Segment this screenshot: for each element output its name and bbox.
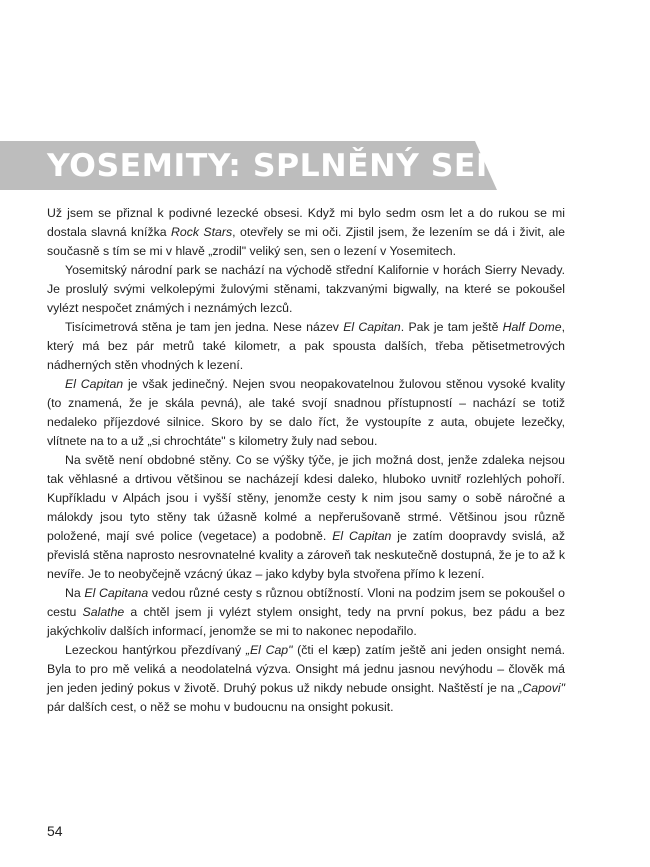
paragraph-text: (čti el kæp) zatím ještě ani jeden onsight nemá. Byla to pro mě veliká a neodolatelná výzva. Onsight má jednu jasnou nevýhodu – člověk má jen jeden jediný pokus v životě. Druhý pokus už nikdy nebude onsight. Naštěstí je na: [47, 643, 566, 695]
book-title-rock-stars: Rock Stars: [171, 225, 233, 239]
paragraph-text: , který má bez pár metrů také kilometr, a pak spousta dalších, třeba pětisetmetrových nádherných stěn vhodných k lezení.: [47, 320, 565, 372]
paragraph-text: Na: [65, 586, 85, 600]
paragraph: [47, 641, 565, 717]
paragraph-text: Yosemitský národní park se nachází na východě střední Kalifornie v horách Sierry Nevady. Je proslulý svými velkolepými žulovými stěnami, takzvanými bigwally, na které se pokoušel vylézt nespočet známých i neznámých lezců.: [47, 263, 565, 315]
paragraph-text: Už jsem se přiznal k podivné lezecké obsesi. Když mi bylo sedm osm let a do rukou se mi dostala slavná knížka: [47, 206, 565, 239]
nickname-capovi: „Capovi": [518, 681, 565, 695]
paragraph-text: Na světě není obdobné stěny. Co se výšky týče, je jich možná dost, jenže zdaleka nejsou tak věhlasné a drtivou většinou se nacházejí kdesi daleko, hluboko uvnitř rozlehlých pohoří. Kupříkladu v Alpách jsou i vyšší stěny, jenomže cesty k nim jsou samy o sobě náročné a málokdy jsou tyto stěny tak úžasně kolmé a nepřerušovaně strmé. Většinou jsou různě položené, mají své police (vegetace) a podobně.: [47, 453, 565, 543]
paragraph-text: a chtěl jsem ji vylézt stylem onsight, tedy na první pokus, bez pádu a bez jakýchkoliv dalších informací, jenomže se mi to nakonec nepodařilo.: [47, 605, 566, 638]
nickname-el-cap: „El Cap": [245, 643, 293, 657]
paragraph: [47, 204, 565, 261]
page-number: 54: [47, 823, 63, 839]
paragraph: [47, 584, 565, 641]
paragraph: [47, 261, 565, 318]
chapter-body: [47, 204, 565, 717]
paragraph-text: vedou různé cesty s různou obtížností. Vloni na podzim jsem se pokoušel o cestu: [47, 586, 565, 619]
paragraph-text: je zatím doopravdy svislá, až převislá stěna naprosto nesrovnatelné kvality a zároveň tak neskutečně dostupná, že je to až k nevíře. Je to neobyčejně vzácný úkaz – jako kdyby byla stvořena přímo k lezení.: [47, 529, 566, 581]
paragraph-text: Tisícimetrová stěna je tam jen jedna. Nese název: [65, 320, 344, 334]
paragraph-text: , otevřely se mi oči. Zjistil jsem, že lezením se dá i živit, ale současně s tím se mi v hlavě „zrodil" veliký sen, sen o lezení v Yosemitech.: [47, 225, 565, 258]
chapter-title: YOSEMITY: SPLNĚNÝ SEN: [47, 148, 503, 184]
paragraph-text: pár dalších cest, o něž se mohu v budoucnu na onsight pokusit.: [47, 700, 394, 714]
paragraph-text: je však jedinečný. Nejen svou neopakovatelnou žulovou stěnou vysoké kvality (to znamená, že je skála pevná), ale také svojí snadnou přístupností – nachází se totiž nedaleko příjezdové silnice. Skoro by se dalo říct, že vystoupíte z auta, obujete lezečky, vlítnete na to a už „si chrochtáte" s kilometry žuly nad sebou.: [47, 377, 565, 448]
paragraph: [47, 375, 565, 451]
place-name-el-capitan: El Capitan: [65, 377, 124, 391]
place-name-el-capitana: El Capitana: [84, 586, 149, 600]
place-name-half-dome: Half Dome: [502, 320, 562, 334]
paragraph-text: Lezeckou hantýrkou přezdívaný: [65, 643, 246, 657]
paragraph: [47, 451, 565, 584]
place-name-el-capitan: El Capitan: [332, 529, 392, 543]
paragraph-text: . Pak je tam ještě: [400, 320, 503, 334]
route-name-salathe: Salathe: [82, 605, 125, 619]
paragraph: [47, 318, 565, 375]
place-name-el-capitan: El Capitan: [343, 320, 401, 334]
